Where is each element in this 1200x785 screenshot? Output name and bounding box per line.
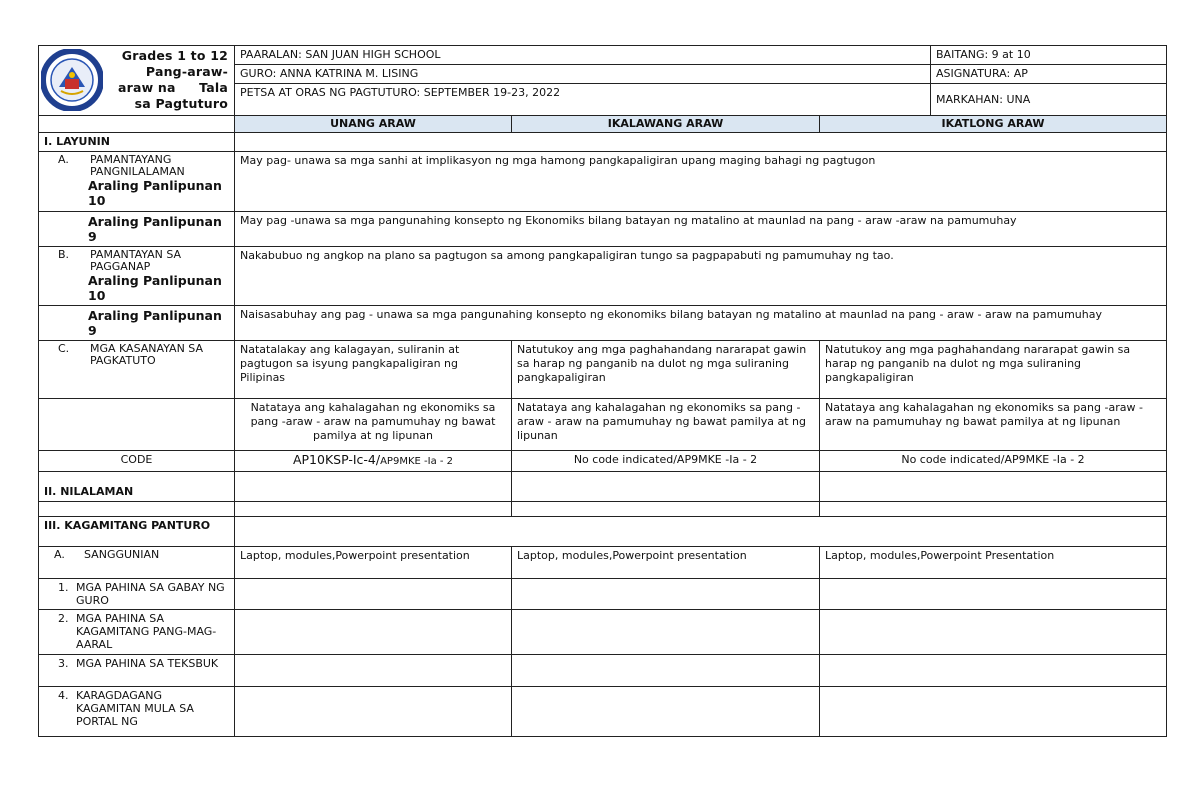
spacer-day2	[512, 502, 820, 517]
code-day2: No code indicated/AP9MKE -Ia - 2	[512, 451, 820, 472]
title-line-2: Pang-araw-	[145, 64, 228, 79]
section-kagamitan: III. KAGAMITANG PANTURO	[39, 517, 235, 547]
reference-item-4-label: KARAGDAGANG KAGAMITAN MULA SA PORTAL NG	[76, 689, 194, 728]
nilalaman-day3	[820, 472, 1167, 502]
code-day1	[235, 451, 512, 472]
performance-standard-title: PAMANTAYAN SA PAGGANAP	[90, 248, 182, 273]
deped-seal-icon	[41, 49, 103, 111]
ref2-day1	[235, 610, 512, 655]
grade-field: BAITANG: 9 at 10	[931, 46, 1167, 65]
subject-field: ASIGNATURA: AP	[931, 65, 1167, 84]
section-layunin: I. LAYUNIN	[39, 133, 235, 152]
code-day1-main: AP10KSP-Ic-4/	[292, 452, 381, 467]
ref4-day1	[235, 687, 512, 737]
ref3-day1	[235, 655, 512, 687]
log-title	[118, 48, 228, 112]
day-header-2: IKALAWANG ARAW	[512, 116, 820, 133]
ref1-day3	[820, 579, 1167, 610]
ref2-day2	[512, 610, 820, 655]
kagamitan-blank	[235, 517, 1167, 547]
subject-ap10-b: Araling Panlipunan 10	[88, 273, 222, 303]
learning-competencies-label: C. MGA KASANAYAN SA PAGKATUTO	[39, 341, 235, 399]
date-field: PETSA AT ORAS NG PAGTUTURO: SEPTEMBER 19-23, 2022	[235, 84, 931, 116]
content-standard-ap10: May pag- unawa sa mga sanhi at implikasyon ng mga hamong pangkapaligiran upang maging bahagi ng pagtugon	[235, 152, 1167, 212]
quarter-field: MARKAHAN: UNA	[931, 84, 1167, 116]
competency-day2-r1: Natutukoy ang mga paghahandang nararapat gawin sa harap ng panganib na dulot ng mga suliraning pangkapaligiran	[512, 341, 820, 399]
section-nilalaman: II. NILALAMAN	[39, 472, 235, 502]
lesson-log-page	[38, 45, 1166, 737]
nilalaman-day2	[512, 472, 820, 502]
spacer-label	[39, 502, 235, 517]
sanggunian-title: SANGGUNIAN	[84, 548, 160, 561]
competency-day3-r1: Natutukoy ang mga paghahandang nararapat gawin sa harap ng panganib na dulot ng mga suliraning pangkapaligiran	[820, 341, 1167, 399]
performance-standard-ap9: Naisasabuhay ang pag - unawa sa mga pangunahing konsepto ng ekonomiks bilang batayan ng matalino at maunlad na pang - araw - araw na pamumuhay	[235, 306, 1167, 341]
reference-item-3: 3. MGA PAHINA SA TEKSBUK	[39, 655, 235, 687]
teacher-field: GURO: ANNA KATRINA M. LISING	[235, 65, 931, 84]
materials-day2: Laptop, modules,Powerpoint presentation	[512, 547, 820, 579]
competency-day1-r2: Natataya ang kahalagahan ng ekonomiks sa pang -araw - araw na pamumuhay ng bawat pamilya at ng lipunan	[235, 399, 512, 451]
sanggunian-label: A. SANGGUNIAN	[39, 547, 235, 579]
learning-competencies-title: MGA KASANAYAN SA PAGKATUTO	[90, 342, 204, 367]
reference-item-3-label: MGA PAHINA SA TEKSBUK	[76, 657, 219, 670]
subject-ap9-b-cell	[39, 306, 235, 341]
subject-ap9-a: Araling Panlipunan 9	[88, 214, 222, 244]
ref4-day2	[512, 687, 820, 737]
materials-day3: Laptop, modules,Powerpoint Presentation	[820, 547, 1167, 579]
content-standard-title: PAMANTAYANG PANGNILALAMAN	[90, 153, 185, 178]
ref4-day3	[820, 687, 1167, 737]
spacer-day3	[820, 502, 1167, 517]
layunin-blank	[235, 133, 1167, 152]
lesson-log-table	[38, 45, 1167, 737]
header-title-cell	[39, 46, 235, 116]
title-line-3b: Tala	[199, 80, 228, 95]
day-header-1: UNANG ARAW	[235, 116, 512, 133]
ref1-day1	[235, 579, 512, 610]
ref1-day2	[512, 579, 820, 610]
code-day1-sub: AP9MKE -Ia - 2	[380, 456, 454, 467]
code-label: CODE	[39, 451, 235, 472]
reference-item-1-label: MGA PAHINA SA GABAY NG GURO	[76, 581, 225, 607]
performance-standard-ap10: Nakabubuo ng angkop na plano sa pagtugon sa among pangkapaligiran tungo sa pagpapabuti ng pamumuhay ng tao.	[235, 247, 1167, 306]
ref2-day3	[820, 610, 1167, 655]
day-header-blank	[39, 116, 235, 133]
ref3-day2	[512, 655, 820, 687]
spacer-day1	[235, 502, 512, 517]
school-field: PAARALAN: SAN JUAN HIGH SCHOOL	[235, 46, 931, 65]
competency-day1-r1: Natatalakay ang kalagayan, suliranin at pagtugon sa isyung pangkapaligiran ng Pilipinas	[235, 341, 512, 399]
subject-ap9-b: Araling Panlipunan 9	[88, 308, 222, 338]
day-header-3: IKATLONG ARAW	[820, 116, 1167, 133]
subject-ap9-a-cell	[39, 212, 235, 247]
title-line-1: Grades 1 to 12	[121, 48, 228, 63]
ref3-day3	[820, 655, 1167, 687]
competencies-blank	[39, 399, 235, 451]
competency-day3-r2: Natataya ang kahalagahan ng ekonomiks sa pang -araw - araw na pamumuhay ng bawat pamilya at ng lipunan	[820, 399, 1167, 451]
reference-item-2-label: MGA PAHINA SA KAGAMITANG PANG-MAG-AARAL	[76, 612, 217, 651]
reference-item-1: 1. MGA PAHINA SA GABAY NG GURO	[39, 579, 235, 610]
title-line-4: sa Pagtuturo	[134, 96, 228, 111]
reference-item-4: 4. KARAGDAGANG KAGAMITAN MULA SA PORTAL NG	[39, 687, 235, 737]
title-line-3a: araw na	[118, 80, 176, 95]
reference-item-2: 2. MGA PAHINA SA KAGAMITANG PANG-MAG-AARAL	[39, 610, 235, 655]
materials-day1: Laptop, modules,Powerpoint presentation	[235, 547, 512, 579]
performance-standard-label: B. PAMANTAYAN SA PAGGANAP Araling Panlipunan 10	[39, 247, 235, 306]
competency-day2-r2: Natataya ang kahalagahan ng ekonomiks sa pang -araw - araw na pamumuhay ng bawat pamilya at ng lipunan	[512, 399, 820, 451]
content-standard-ap9: May pag -unawa sa mga pangunahing konsepto ng Ekonomiks bilang batayan ng matalino at maunlad na pang - araw -araw na pamumuhay	[235, 212, 1167, 247]
subject-ap10-a: Araling Panlipunan 10	[88, 178, 222, 208]
nilalaman-day1	[235, 472, 512, 502]
code-day3: No code indicated/AP9MKE -Ia - 2	[820, 451, 1167, 472]
content-standard-label: A. PAMANTAYANG PANGNILALAMAN Araling Panlipunan 10	[39, 152, 235, 212]
